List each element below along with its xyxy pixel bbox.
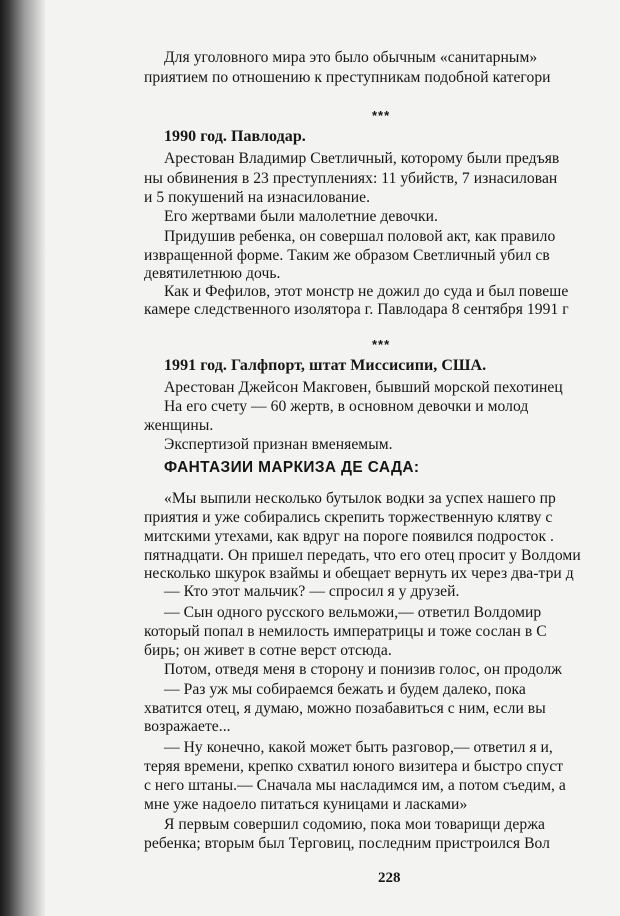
section-line: хватится отец, я думаю, можно позабавиться с ним, если вы (144, 700, 546, 717)
section-line: Я первым совершил содомию, пока мои товарищи держа (164, 816, 546, 833)
section-line: мне уже надоело питаться куницами и ласками» (144, 796, 468, 813)
section-line: «Мы выпили несколько бутылок водки за успех нашего пр (164, 490, 556, 507)
section-line: — Раз уж мы собираемся бежать и будем далеко, пока (164, 681, 526, 698)
entry2-line: женщины. (144, 417, 214, 434)
separator-stars: *** (372, 108, 391, 123)
section-line: приятия и уже собирались скрепить торжественную клятву с (144, 509, 553, 526)
entry1-line: Придушив ребенка, он совершал половой акт, как правило (164, 228, 556, 245)
intro-line-2: приятием по отношению к преступникам подобной категори (144, 69, 551, 86)
entry-heading-1990: 1990 год. Павлодар. (164, 128, 306, 145)
separator-stars: *** (372, 337, 391, 352)
section-line: — Ну конечно, какой может быть разговор,— ответил я и, (164, 739, 553, 756)
entry2-line: Экспертизой признан вменяемым. (164, 436, 393, 453)
entry1-line: девятилетнюю дочь. (144, 265, 281, 282)
entry2-line: Арестован Джейсон Макговен, бывший морской пехотинец (164, 379, 563, 396)
entry1-line: Как и Фефилов, этот монстр не дожил до суда и был повеше (164, 283, 569, 300)
section-line: Потом, отведя меня в сторону и понизив голос, он продолж (164, 661, 562, 678)
section-line: с него штаны.— Сначала мы насладимся им, а потом съедим, а (144, 777, 566, 794)
entry1-line: Арестован Владимир Светличный, которому были предъяв (164, 150, 560, 167)
section-title: ФАНТАЗИИ МАРКИЗА ДЕ САДА: (164, 459, 420, 476)
section-line: — Сын одного русского вельможи,— ответил Волдомир (164, 604, 542, 621)
section-line: ребенка; вторым был Терговиц, последним пристроился Вол (144, 835, 551, 852)
section-line: — Кто этот мальчик? — спросил я у друзей. (164, 583, 460, 600)
section-line: который попал в немилость императрицы и тоже сослан в С (144, 623, 547, 640)
entry2-line: На его счету — 60 жертв, в основном девочки и молод (164, 398, 529, 415)
section-line: теряя времени, крепко схватил юного визитера и быстро спуст (144, 758, 564, 775)
page-number: 228 (378, 870, 401, 886)
intro-line-1: Для уголовного мира это было обычным «санитарным» (164, 49, 538, 66)
section-line: пятнадцати. Он пришел передать, что его отец просит у Волдоми (144, 547, 581, 564)
section-line: несколько шкурок взаймы и обещает вернуть их через два-три д (144, 565, 574, 582)
entry1-line: и 5 покушений на изнасилование. (144, 189, 371, 206)
section-line: возражаете... (144, 718, 231, 735)
entry1-line: ны обвинения в 23 преступлениях: 11 убийств, 7 изнасилован (144, 170, 558, 187)
entry1-line: камере следственного изолятора г. Павлодара 8 сентября 1991 г (144, 301, 569, 318)
entry-heading-1991: 1991 год. Галфпорт, штат Миссисипи, США. (164, 357, 487, 374)
entry1-line: извращенной форме. Таким же образом Светличный убил св (144, 247, 550, 264)
section-line: митскими утехами, как вдруг на пороге появился подросток . (144, 528, 554, 545)
section-line: бирь; он живет в сотне верст отсюда. (144, 642, 392, 659)
entry1-line: Его жертвами были малолетние девочки. (164, 208, 438, 225)
